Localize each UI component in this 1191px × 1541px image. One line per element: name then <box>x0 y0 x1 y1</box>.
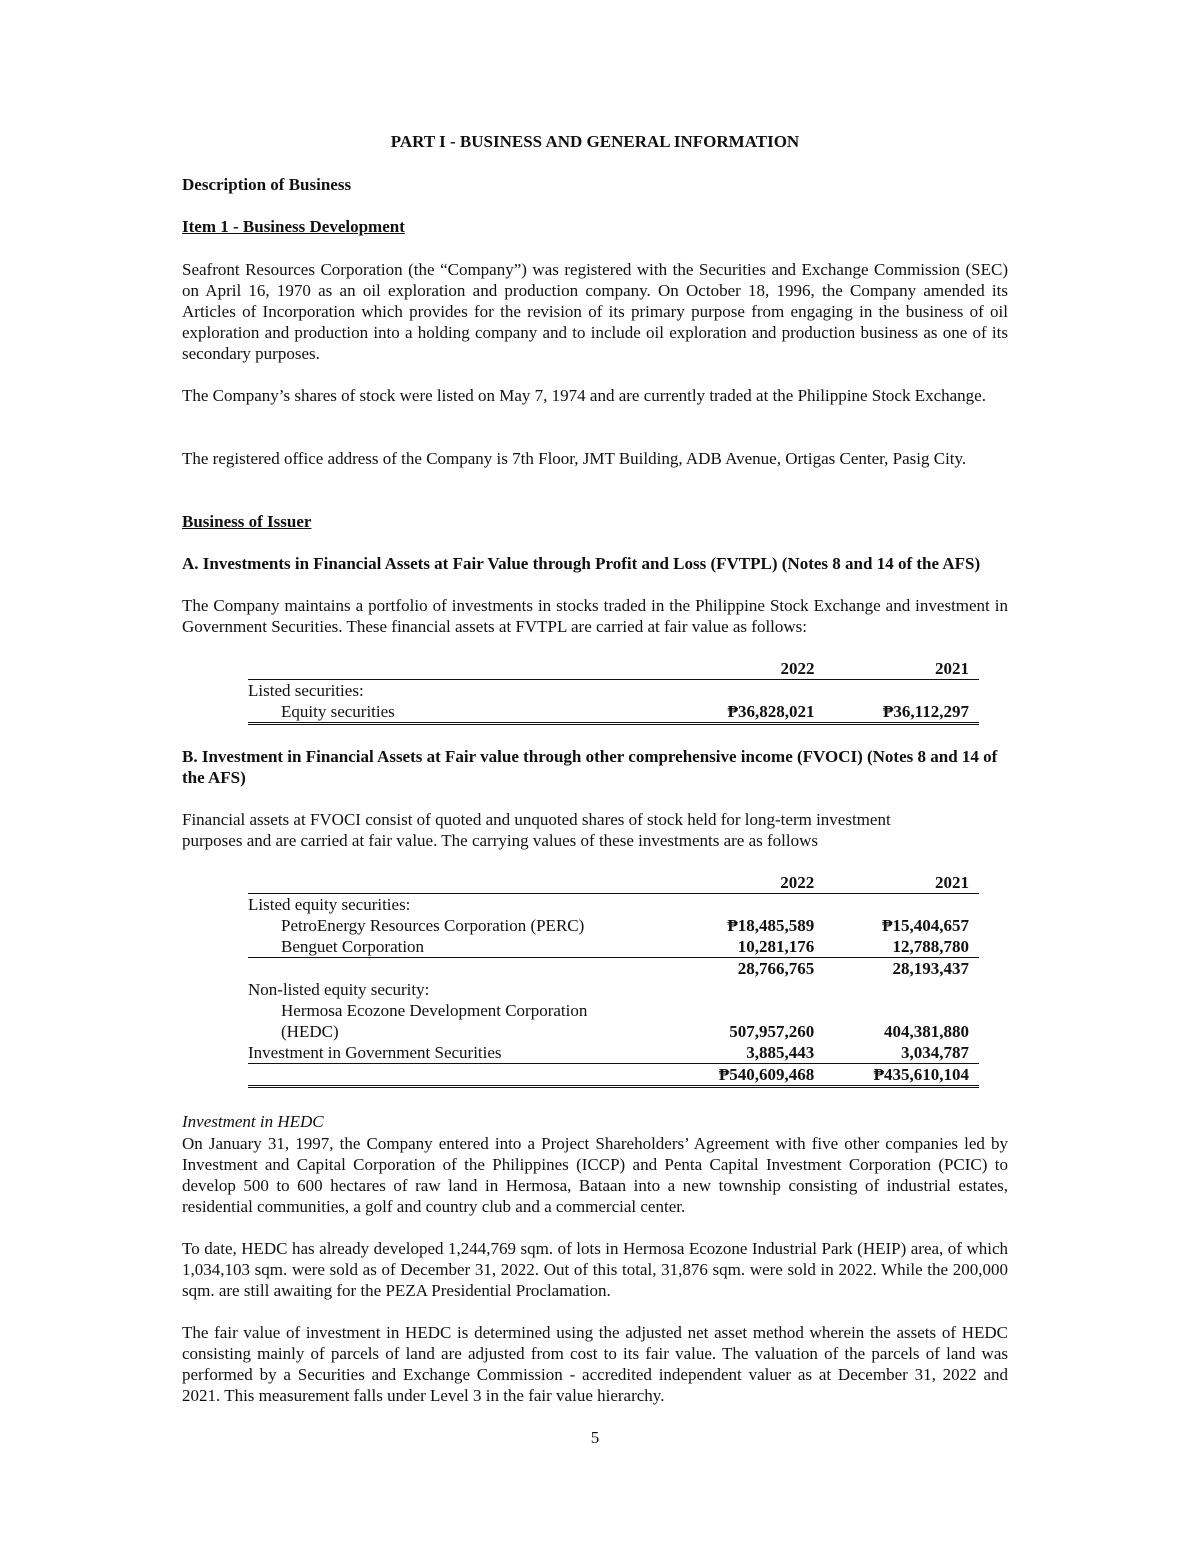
row-label: Listed securities: <box>248 681 364 700</box>
col-2022: 2022 <box>688 658 814 680</box>
cell-value: ₱18,485,589 <box>727 916 815 935</box>
table-row <box>248 894 979 916</box>
paragraph-hedc-development: To date, HEDC has already developed 1,244,769 sqm. of lots in Hermosa Ecozone Industrial Park (HEIP) area, of which 1,034,103 sqm. were sold as of December 31, 2022. Out of this total, 31,876 sqm. were sold in 2022. While the 200,000 sqm. are still awaiting for the PEZA Presidential Proclamation. <box>182 1239 1008 1300</box>
row-label: (HEDC) <box>281 1022 339 1041</box>
paragraph-hedc-fair-value: The fair value of investment in HEDC is determined using the adjusted net asset method wherein the assets of HEDC consisting mainly of parcels of land are adjusted from cost to its fair value. The valuation of the parcels of land was performed by a Securities and Exchange Commission - accredited independent valuer as at December 31, 2022 and 2021. This measurement falls under Level 3 in the fair value hierarchy. <box>182 1323 1008 1405</box>
row-label: PetroEnergy Resources Corporation (PERC) <box>281 916 585 935</box>
table-row <box>248 979 979 1000</box>
table-header-row <box>248 658 979 680</box>
description-heading: Description of Business <box>182 175 352 194</box>
cell-value: 507,957,260 <box>729 1022 815 1041</box>
section-b-heading: B. Investment in Financial Assets at Fair value through other comprehensive income (FVOCI) (Notes 8 and 14 of the AFS) <box>182 747 998 787</box>
business-issuer-heading: Business of Issuer <box>182 512 312 531</box>
fvtpl-table <box>248 658 979 725</box>
table-row <box>248 1000 979 1021</box>
item1-heading: Item 1 - Business Development <box>182 217 405 236</box>
row-label: Non-listed equity security: <box>248 980 430 999</box>
fvoci-table <box>248 872 979 1088</box>
col-2021: 2021 <box>843 658 979 680</box>
cell-value: ₱36,828,021 <box>688 701 814 724</box>
cell-value: 12,788,780 <box>842 936 979 958</box>
col-2021: 2021 <box>842 872 979 894</box>
cell-value: 28,766,765 <box>737 959 815 978</box>
paragraph-office-address: The registered office address of the Company is 7th Floor, JMT Building, ADB Avenue, Ortigas Center, Pasig City. <box>182 449 967 468</box>
table-row <box>248 1042 979 1064</box>
cell-value: ₱36,112,297 <box>843 701 979 724</box>
paragraph-hedc-agreement: On January 31, 1997, the Company entered into a Project Shareholders’ Agreement with five other companies led by Investment and Capital Corporation of the Philippines (ICCP) and Penta Capital Investment Corporation (PCIC) to develop 500 to 600 hectares of raw land in Hermosa, Bataan into a new township consisting of industrial estates, residential communities, a golf and country club and a commercial center. <box>182 1134 1008 1216</box>
cell-value: 3,885,443 <box>688 1042 815 1064</box>
row-label: Benguet Corporation <box>248 936 688 958</box>
cell-value: 28,193,437 <box>892 959 969 978</box>
cell-value: ₱540,609,468 <box>688 1064 815 1087</box>
cell-value: ₱15,404,657 <box>882 916 969 935</box>
page-number: 5 <box>590 1428 600 1447</box>
table-row <box>248 701 979 724</box>
col-2022: 2022 <box>688 872 815 894</box>
section-a-text: The Company maintains a portfolio of investments in stocks traded in the Philippine Stock Exchange and investment in Government Securities. These financial assets at FVTPL are carried at fair value as follows: <box>182 596 1008 636</box>
row-label: Equity securities <box>248 701 688 724</box>
section-b-text: Financial assets at FVOCI consist of quoted and unquoted shares of stock held for long-term investment purposes and are carried at fair value. The carrying values of these investments are as follows <box>182 810 891 850</box>
row-label: Listed equity securities: <box>248 895 411 914</box>
section-a-heading: A. Investments in Financial Assets at Fair Value through Profit and Loss (FVTPL) (Notes 8 and 14 of the AFS) <box>182 554 981 573</box>
row-label: Hermosa Ecozone Development Corporation <box>281 1001 588 1020</box>
table-row <box>248 958 979 980</box>
cell-value: ₱435,610,104 <box>842 1064 979 1087</box>
table-row <box>248 1021 979 1042</box>
cell-value: 10,281,176 <box>688 936 815 958</box>
cell-value: 404,381,880 <box>884 1022 969 1041</box>
cell-value: 3,034,787 <box>842 1042 979 1064</box>
row-label: Investment in Government Securities <box>248 1042 688 1064</box>
table-header-row <box>248 872 979 894</box>
paragraph-listing: The Company’s shares of stock were listed on May 7, 1974 and are currently traded at the Philippine Stock Exchange. <box>182 386 986 405</box>
table-row-total <box>248 1064 979 1087</box>
paragraph-company-registration: Seafront Resources Corporation (the “Company”) was registered with the Securities and Exchange Commission (SEC) on April 16, 1970 as an oil exploration and production company. On October 18, 1996, the Company amended its Articles of Incorporation which provides for the revision of its primary purpose from engaging in the business of oil exploration and production into a holding company and to include oil exploration and production business as one of its secondary purposes. <box>182 260 1008 363</box>
table-row <box>248 680 979 702</box>
page-title: PART I - BUSINESS AND GENERAL INFORMATION <box>390 132 800 151</box>
table-row <box>248 936 979 958</box>
table-row <box>248 915 979 936</box>
hedc-heading: Investment in HEDC <box>182 1112 324 1131</box>
